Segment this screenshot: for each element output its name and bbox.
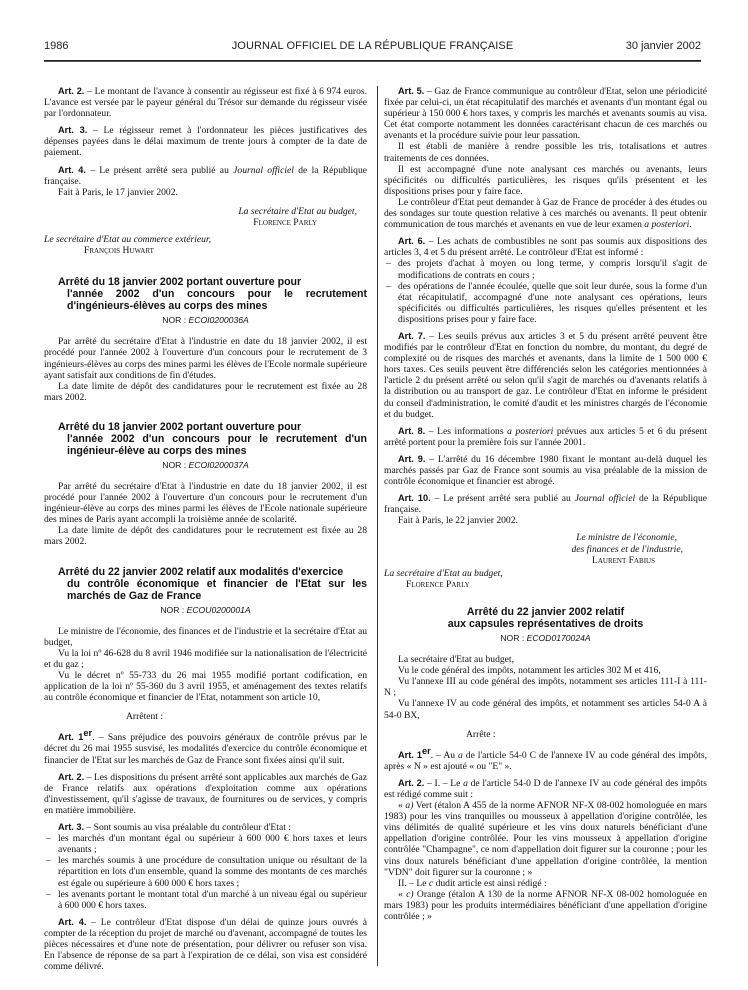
journal-title: JOURNAL OFFICIEL DE LA RÉPUBLIQUE FRANÇAISE [231,40,514,52]
arrete-heading: Arrête : [466,728,496,740]
decree-title: Arrêté du 18 janvier 2002 portant ouverture pour l'année 2002 d'un concours pour le recrutement d'ingénieurs-élèves au corps des mines [58,276,367,313]
list-item: – les avenants portant le montant total d'un marché à un niveau égal ou supérieur à 600 000 € hors taxes. [44,889,367,911]
signature-name: Florence Parly [253,216,317,228]
page-header [44,36,701,58]
article-8: Art. 8. – Les informations a posteriori prévues aux articles 5 et 6 du présent arrêté portent pour la première fois sur l'année 2001. [384,425,707,448]
article-5: Art. 5. – Gaz de France communique au contrôleur d'Etat, selon une périodicité fixée par celui-ci, un état récapitulatif des marchés et avenants d'un montant égal ou supérieur à 150 000 € hors taxes, y compris les marchés et avenants soumis au visa. Cet état comporte notamment les données caractérisant chacun de ces marchés ou avenants et la procédure suivie pour leur passation. [384,86,707,142]
signature-name: François Huwart [84,245,154,257]
article-10: Art. 10. – Le présent arrêté sera publié au Journal officiel de la République française. [384,493,708,516]
paragraph: Vu l'annexe IV au code général des impôts, et notamment ses articles 54-0 A à 54-0 BX, [384,698,707,721]
list-item: – les marchés d'un montant égal ou supérieur à 600 000 € hors taxes et leurs avenants ; [44,833,367,855]
paragraph: Vu le code général des impôts, notamment les articles 302 M et 416, [398,665,661,677]
paragraph: Il est accompagné d'une note analysant ces marchés ou avenants, leurs spécificités ou difficultés particulières, les risques qu'ils présentent et les dispositions prises pour y faire face. [384,163,707,197]
column-divider [377,86,378,966]
paragraph: Par arrêté du secrétaire d'Etat à l'industrie en date du 18 janvier 2002, il est procédé pour l'année 2002 à l'ouverture d'un concours pour le recrutement de 3 ingénieurs-élèves au corps des mines parmi les élèves de l'Ecole normale supérieure ayant satisfait aux conditions de fin d'études. [44,336,367,381]
nor-reference: NOR : ECOI0200037A [162,459,249,470]
right-column [384,86,707,922]
signature-role: des finances et de l'industrie, [571,543,683,555]
header-rule [44,60,701,62]
article-7: Art. 7. – Les seuils prévus aux articles 3 et 5 du présent arrêté peuvent être modifiés par le contrôleur d'Etat en fonction du nombre, du montant, du degré de complexité ou de risques des marchés et avenants, dans la limite de 1 500 000 € hors taxes. Ces seuils peuvent être différenciés selon les catégories mentionnées à l'article 2 du présent arrêté ou selon qu'il s'agit de marchés ou d'avenants relatifs à la distribution ou au transport de gaz. Le contrôleur d'Etat en informe le président du conseil d'administration, le comité d'audit et les ministres chargés de l'économie et du budget. [384,330,707,420]
nor-reference: NOR : ECOD0170024A [500,632,591,643]
article-9: Art. 9. – L'arrêté du 16 décembre 1980 fixant le montant au-delà duquel les marchés passés par Gaz de France sont soumis au visa préalable de la mission de contrôle économique et financier est abrogé. [384,453,707,488]
article-2: Art. 2. – Le montant de l'avance à consentir au régisseur est fixé à 6 974 euros. L'avance est versée par le payeur général du Trésor sur demande du régisseur visée par l'ordonnateur. [44,86,367,120]
article-6: Art. 6. – Les achats de combustibles ne sont pas soumis aux dispositions des articles 3, 4 et 5 du présent arrêté. Le contrôleur d'Etat est informé : [384,236,707,259]
list-item: – des projets d'achat à moyen ou long terme, y compris lorsqu'il s'agit de modifications de contrats en cours ; [384,258,707,280]
paragraph: Vu la loi nº 46-628 du 8 avril 1946 modifiée sur la nationalisation de l'électricité et du gaz ; [44,647,367,670]
signature-role: Le ministre de l'économie, [576,532,677,544]
decree-title: Arrêté du 18 janvier 2002 portant ouverture pour l'année 2002 d'un concours pour le recrutement d'un ingénieur-élève au corps des mines [58,420,367,457]
paragraph: Vu l'annexe III au code général des impôts, notamment ses articles 111-I à 111-N ; [384,676,707,699]
article-2: Art. 2. – Les dispositions du présent arrêté sont applicables aux marchés de Gaz de France relatifs aux opérations d'exploitation comme aux opérations d'investissement, qu'il s'agisse de travaux, de fournitures ou de services, y compris en matière immobilière. [44,771,367,816]
list-item: – des opérations de l'année écoulée, quelle que soit leur durée, sous la forme d'un état récapitulatif, accompagné d'une note analysant ces opérations, leurs spécificités ou difficultés particulières, les risques qu'elles présentent et les dispositions prises pour y faire face. [384,281,707,325]
paragraph: Par arrêté du secrétaire d'Etat à l'industrie en date du 18 janvier 2002, il est procédé pour l'année 2002 à l'ouverture d'un concours pour le recrutement d'un ingénieur-élève au corps des mines parmi les élèves de l'Ecole nationale supérieure des mines de Paris ayant accompli la troisième année de scolarité. [44,480,367,526]
done-at-paris: Fait à Paris, le 22 janvier 2002. [398,515,518,527]
quoted-paragraph: « a) Vert (étalon A 455 de la norme AFNOR NF-X 08-002 homologuée en mars 1983) pour les vins tranquilles ou mousseux à appellation d'origine contrôlée, les vins délimités de qualité supérieure et les vins doux naturels bénéficiant d'une appellation d'origine contrôlée. Pour les vins mousseux à appellation d'origine contrôlée "Champagne", ce nom d'appellation doit figurer sur la couronne ; pour les vins doux naturels bénéficiant d'une appellation d'origine contrôlée, la mention "VDN" doit figurer sur la couronne ; » [384,800,707,878]
quoted-paragraph: « c) Orange (étalon A 130 de la norme AFNOR NF-X 08-002 homologuée en mars 1983) pour les produits intermédiaires bénéficiant d'une appellation d'origine contrôlée ; » [384,888,708,922]
article-1: Art. 1er. – Au a de l'article 54-0 C de l'annexe IV au code général des impôts, après « N » est ajouté « ou "E" ». [384,745,707,772]
paragraph: Il est établi de manière à rendre possible les tris, totalisations et autres traitements de ces données. [384,141,707,164]
article-3: Art. 3. – Le régisseur remet à l'ordonnateur les pièces justificatives des dépenses payées dans le délai maximum de trente jours à compter de la date de paiement. [44,125,367,159]
issue-date: 30 janvier 2002 [625,40,701,52]
signature-name: Laurent Fabius [592,554,655,566]
left-column [44,86,367,972]
article-4: Art. 4. – Le contrôleur d'Etat dispose d'un délai de quinze jours ouvrés à compter de la réception du projet de marché ou d'avenant, accompagné de toutes les pièces nécessaires et d'une note de présentation, pour délivrer ou refuser son visa. En l'absence de réponse de sa part à l'expiration de ce délai, son visa est considéré comme délivré. [44,916,367,973]
article-4: Art. 4. – Le présent arrêté sera publié au Journal officiel de la République française. [44,164,368,187]
decree-title: Arrêté du 22 janvier 2002 relatif aux capsules représentatives de droits [447,605,644,630]
decree-title: Arrêté du 22 janvier 2002 relatif aux modalités d'exercice du contrôle économique et financier de l'Etat sur les marchés de Gaz de France [58,565,367,602]
paragraph: Le ministre de l'économie, des finances et de l'industrie et la secrétaire d'Etat au budget, [44,625,367,648]
list-item: – les marchés soumis à une procédure de consultation unique ou résultant de la répartition en lots d'un ensemble, quand la somme des montants de ces marchés est égale ou supérieure à 600 000 € hors taxes ; [44,855,367,888]
paragraph: II. – Le c dudit article est ainsi rédigé : [398,877,547,889]
paragraph: La date limite de dépôt des candidatures pour le recrutement est fixée au 28 mars 2002. [44,380,367,403]
signature-role: La secrétaire d'Etat au budget, [238,205,357,217]
paragraph: Le contrôleur d'Etat peut demander à Gaz de France de procéder à des études ou des sondages sur toute question relative à ces marchés ou avenants. Il peut obtenir communication de tous marchés et avenants en vue de leur examen a posteriori. [384,196,707,231]
done-at-paris: Fait à Paris, le 17 janvier 2002. [58,186,178,198]
signature-role: Le secrétaire d'Etat au commerce extérieur, [44,234,212,246]
paragraph: La secrétaire d'Etat au budget, [398,654,514,666]
article-2: Art. 2. – I. – Le a de l'article 54-0 D de l'annexe IV au code général des impôts est rédigé comme suit : [384,777,707,800]
nor-reference: NOR : ECOI0200036A [162,315,249,326]
signature-role: La secrétaire d'Etat au budget, [384,567,503,579]
nor-reference: NOR : ECOU0200001A [160,604,251,615]
paragraph: Vu le décret nº 55-733 du 26 mai 1955 modifié portant codification, en application de la loi nº 55-360 du 3 avril 1955, et aménagement des textes relatifs au contrôle économique et financier de l'Etat, notamment son article 10, [44,670,367,704]
arretent-heading: Arrêtent : [126,711,164,723]
article-3: Art. 3. – Sont soumis au visa préalable du contrôleur d'Etat : [58,822,291,834]
paragraph: La date limite de dépôt des candidatures pour le recrutement est fixée au 28 mars 2002. [44,525,367,548]
signature-name: Florence Parly [406,578,470,590]
page-number: 1986 [44,40,69,52]
article-1: Art. 1er. – Sans préjudice des pouvoirs généraux de contrôle prévus par le décret du 26 mai 1955 susvisé, les modalités d'exercice du contrôle économique et financier de l'Etat sur les marchés de Gaz de France sont fixées ainsi qu'il suit. [44,728,367,766]
